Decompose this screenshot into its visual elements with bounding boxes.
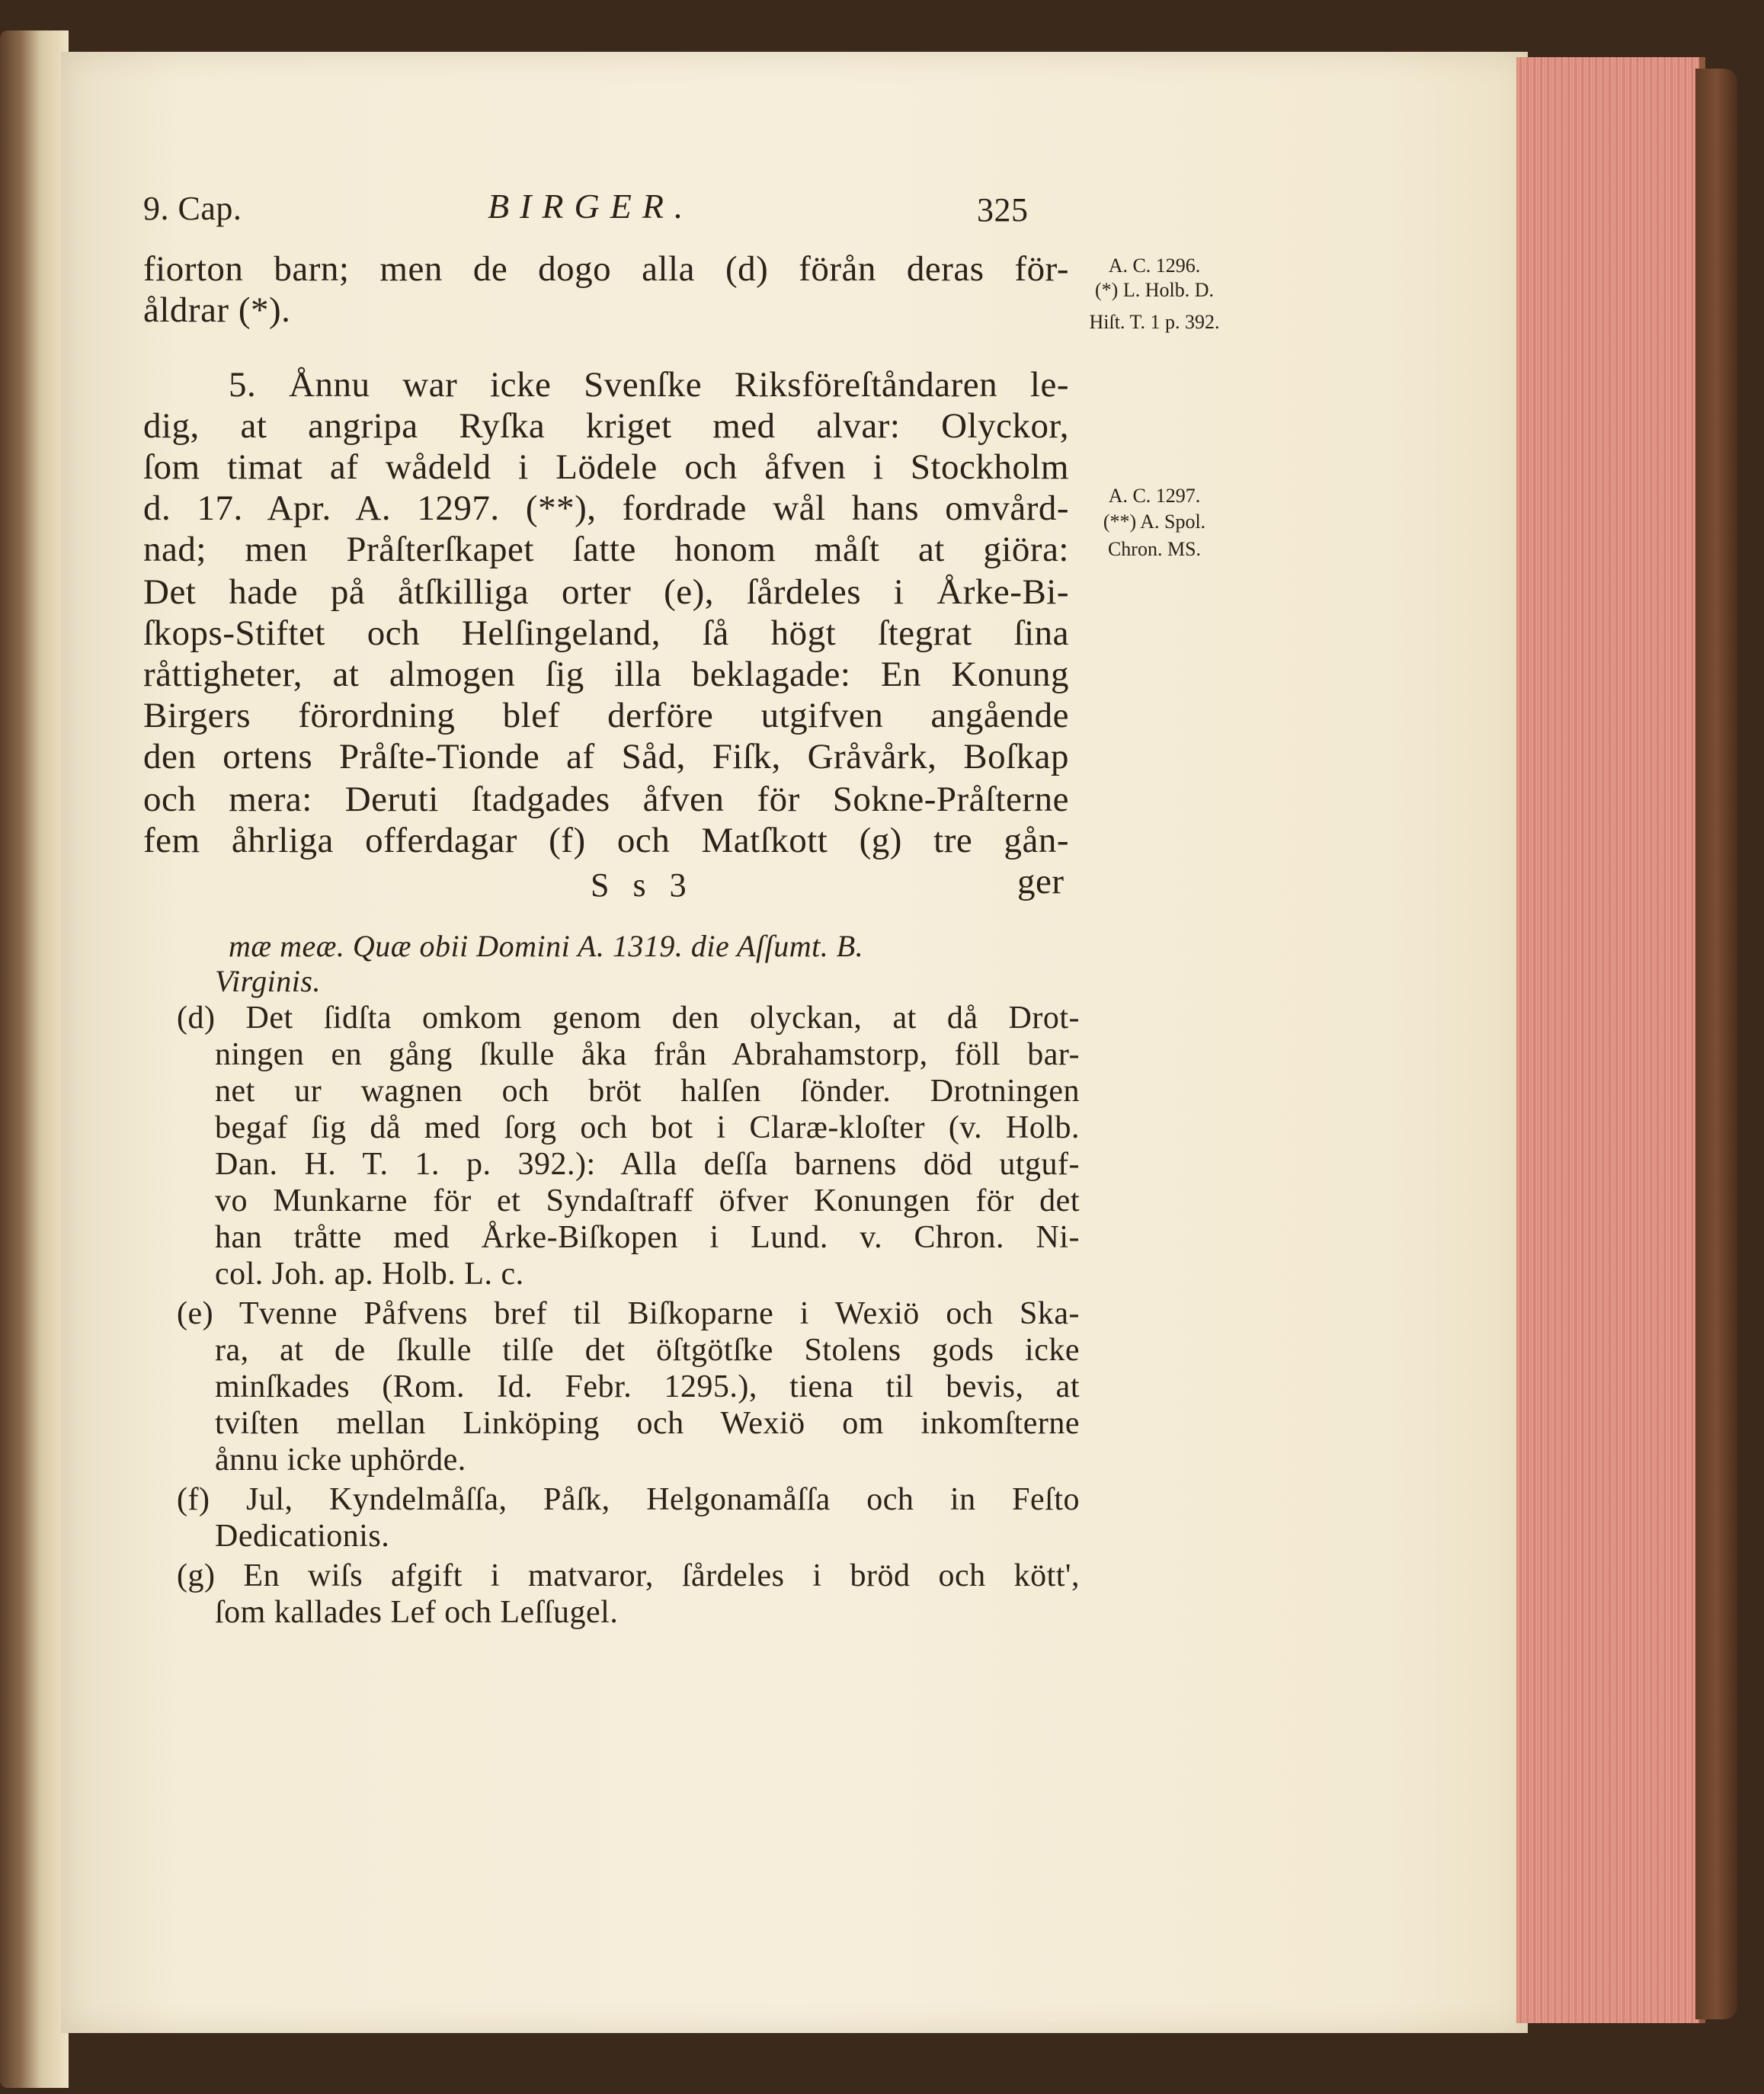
footnote-e-line-5: ånnu icke uphörde. (215, 1442, 466, 1478)
body-line-2: åldrar (*). (143, 290, 291, 330)
running-title: BIRGER. (488, 187, 694, 226)
margin-note-2-line-2: (**) A. Spol. (1103, 511, 1206, 533)
body-line-11: Birgers förordning blef derföre utgifven angående (143, 696, 1069, 735)
margin-note-2-line-3: Chron. MS. (1107, 538, 1202, 560)
page-fore-edge (1516, 57, 1705, 2023)
body-line-7: nad; men Pråſterſkapet ſatte honom måſt at giöra: (143, 530, 1069, 569)
footnote-d-line-5: Dan. H. T. 1. p. 392.): Alla deſſa barnens död utguf- (215, 1147, 1080, 1182)
body-line-12: den ortens Pråſte-Tionde af Såd, Fiſk, Gråvårk, Boſkap (143, 737, 1069, 776)
body-line-4: dig, at angripa Ryſka kriget med alvar: Olyckor, (143, 406, 1069, 446)
footnote-d-line-4: begaf ſig då med ſorg och bot i Claræ-kloſter (v. Holb. (215, 1110, 1080, 1145)
footnote-e-line-3: minſkades (Rom. Id. Febr. 1295.), tiena til bevis, at (215, 1369, 1080, 1404)
margin-note-2-line-1: A. C. 1297. (1108, 485, 1201, 507)
book-cover-edge (1695, 69, 1737, 2019)
signature-mark: S s 3 (591, 866, 694, 904)
margin-note-1-line-3: Hiſt. T. 1 p. 392. (1089, 311, 1220, 333)
body-line-10: råttigheter, at almogen ſig illa beklagade: En Konung (143, 655, 1069, 694)
footnote-d-line-6: vo Munkarne för et Syndaſtraff öfver Konungen för det (215, 1183, 1080, 1218)
footnote-g-line-2: ſom kallades Lef och Leſſugel. (215, 1595, 619, 1630)
body-line-14: fem åhrliga offerdagar (f) och Matſkott (g) tre gån- (143, 821, 1069, 860)
footnote-e-line-1: (e) Tvenne Påfvens bref til Biſkoparne i Wexiö och Ska- (177, 1296, 1080, 1331)
footnote-continuation-line-2: Virginis. (215, 964, 321, 998)
body-line-1: fiorton barn; men de dogo alla (d) förån deras för- (143, 249, 1069, 289)
footnote-e-line-2: ra, at de ſkulle tilſe det öſtgötſke Stolens gods icke (215, 1333, 1080, 1368)
margin-note-1-line-2: (*) L. Holb. D. (1095, 279, 1214, 301)
footnote-d-line-8: col. Joh. ap. Holb. L. c. (215, 1257, 524, 1292)
footnote-d-line-1: (d) Det ſidſta omkom genom den olyckan, at då Drot- (177, 1001, 1080, 1036)
footnote-d-line-7: han tråtte med Årke-Biſkopen i Lund. v. Chron. Ni- (215, 1220, 1080, 1255)
footnote-e-line-4: tviſten mellan Linköping och Wexiö om inkomſterne (215, 1406, 1080, 1441)
catchword: ger (1017, 862, 1064, 901)
footnote-d-line-3: net ur wagnen och bröt halſen ſönder. Drotningen (215, 1074, 1080, 1109)
body-line-13: och mera: Deruti ſtadgades åfven för Sokne-Pråſterne (143, 780, 1069, 819)
body-line-8: Det hade på åtſkilliga orter (e), ſårdeles i Årke-Bi- (143, 572, 1069, 612)
footnote-f-line-1: (f) Jul, Kyndelmåſſa, Påſk, Helgonamåſſa och in Feſto (177, 1482, 1080, 1517)
chapter-label: 9. Cap. (143, 190, 242, 227)
body-line-6: d. 17. Apr. A. 1297. (**), fordrade wål hans omvård- (143, 488, 1069, 528)
margin-note-1-line-1: A. C. 1296. (1108, 255, 1201, 277)
footnote-d-line-2: ningen en gång ſkulle åka från Abrahamstorp, föll bar- (215, 1037, 1080, 1072)
body-line-5: ſom timat af wådeld i Lödele och åfven i Stockholm (143, 447, 1069, 487)
body-line-9: ſkops-Stiftet och Helſingeland, ſå högt ſtegrat ſina (143, 613, 1069, 653)
body-line-3: 5. Ånnu war icke Svenſke Riksföreſtåndaren le- (229, 365, 1069, 405)
book-spine-left (0, 30, 69, 2088)
footnote-g-line-1: (g) En wiſs afgift i matvaror, ſårdeles i bröd och kött', (177, 1558, 1080, 1593)
footnote-continuation-line-1: mæ meæ. Quæ obii Domini A. 1319. die Aſſumt. B. (229, 929, 864, 963)
footnote-f-line-2: Dedicationis. (215, 1519, 390, 1554)
page-number: 325 (977, 191, 1029, 229)
